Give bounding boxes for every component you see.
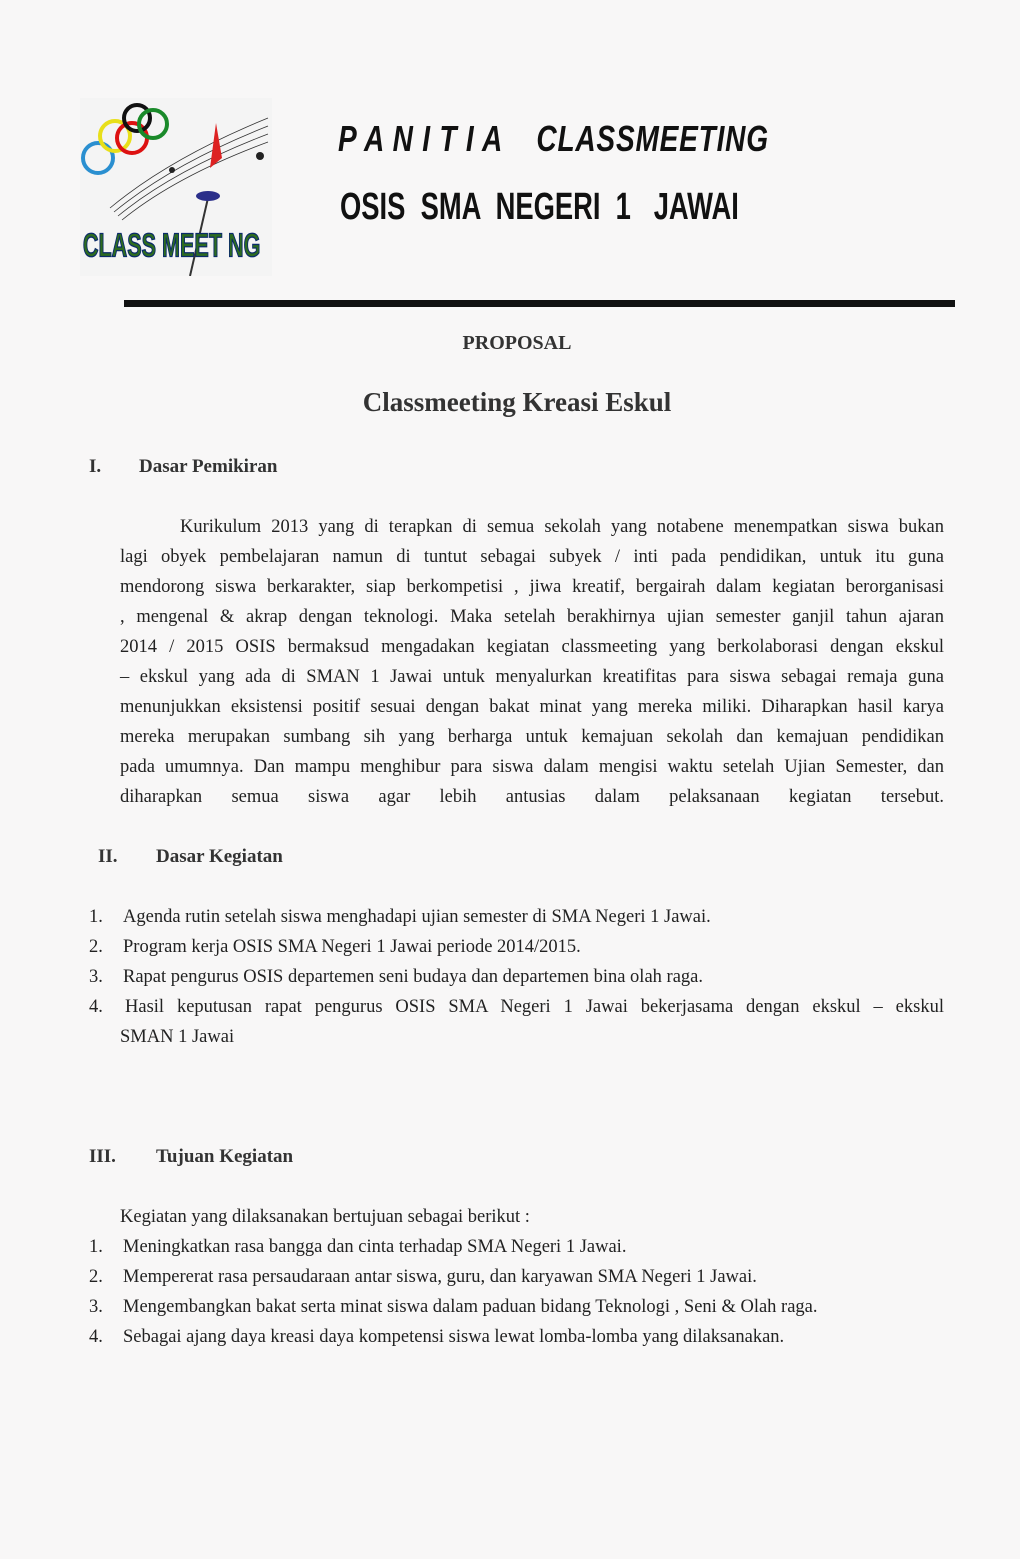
list-number: 2. — [89, 937, 103, 957]
list-item: Mengembangkan bakat serta minat siswa dalam paduan bidang Teknologi , Seni & Olah raga. — [123, 1297, 818, 1317]
list-item: Hasil keputusan rapat pengurus OSIS SMA Negeri 1 Jawai bekerjasama dengan ekskul – ekskul — [125, 997, 944, 1017]
list-number: 4. — [89, 1327, 103, 1347]
section-title: Dasar Kegiatan — [156, 846, 283, 867]
paragraph-line: diharapkan semua siswa agar lebih antusias dalam pelaksanaan kegiatan tersebut. — [120, 787, 944, 807]
list-item: Mempererat rasa persaudaraan antar siswa, guru, dan karyawan SMA Negeri 1 Jawai. — [123, 1267, 757, 1287]
list-number: 3. — [89, 1297, 103, 1317]
list-item: Agenda rutin setelah siswa menghadapi ujian semester di SMA Negeri 1 Jawai. — [123, 907, 711, 927]
list-item-continuation: SMAN 1 Jawai — [120, 1027, 235, 1047]
paragraph-line: Kurikulum 2013 yang di terapkan di semua sekolah yang notabene menempatkan siswa bukan — [180, 517, 944, 537]
list-number: 4. — [89, 997, 103, 1017]
class-meeting-logo — [80, 98, 272, 276]
paragraph-line: 2014 / 2015 OSIS bermaksud mengadakan kegiatan classmeeting yang berkolaborasi dengan ekskul — [120, 637, 944, 657]
header-divider — [124, 300, 955, 307]
paragraph-line: – ekskul yang ada di SMAN 1 Jawai untuk menyalurkan kreatifitas para siswa sebagai remaja guna — [120, 667, 944, 687]
section-title: Tujuan Kegiatan — [156, 1146, 294, 1167]
paragraph-line: lagi obyek pembelajaran namun di tuntut sebagai subyek / inti pada pendidikan, untuk itu guna — [120, 547, 944, 567]
list-number: 1. — [89, 907, 103, 927]
list-item: Sebagai ajang daya kreasi daya kompetensi siswa lewat lomba-lomba yang dilaksanakan. — [123, 1327, 785, 1347]
document-title: Classmeeting Kreasi Eskul — [362, 387, 672, 417]
paragraph-line: menunjukkan eksistensi positif sesuai dengan bakat minat yang mereka miliki. Diharapkan hasil karya — [120, 697, 944, 717]
organization-title: OSIS SMA NEGERI 1 JAWAI — [340, 186, 739, 228]
paragraph-line: , mengenal & akrap dengan teknologi. Maka setelah berakhirnya ujian semester ganjil tahun ajaran — [120, 607, 944, 627]
logo-lettering: CLASS MEET NG — [82, 226, 261, 264]
tujuan-intro: Kegiatan yang dilaksanakan bertujuan sebagai berikut : — [120, 1207, 530, 1227]
list-number: 1. — [89, 1237, 103, 1257]
list-item: Rapat pengurus OSIS departemen seni budaya dan departemen bina olah raga. — [123, 967, 703, 987]
section-title: Dasar Pemikiran — [139, 456, 278, 477]
list-item: Meningkatkan rasa bangga dan cinta terhadap SMA Negeri 1 Jawai. — [123, 1237, 627, 1257]
list-item: Program kerja OSIS SMA Negeri 1 Jawai periode 2014/2015. — [123, 937, 581, 957]
section-number: I. — [89, 456, 102, 477]
committee-title: P A N I T I A CLASSMEETING — [338, 118, 769, 159]
paragraph-line: mereka merupakan sumbang sih yang berharga untuk kemajuan sekolah dan kemajuan pendidikan — [120, 727, 944, 747]
list-number: 2. — [89, 1267, 103, 1287]
paragraph-line: pada umumnya. Dan mampu menghibur para siswa dalam mengisi waktu setelah Ujian Semester, dan — [120, 757, 944, 777]
section-number: III. — [89, 1146, 116, 1167]
paragraph-line: mendorong siswa berkarakter, siap berkompetisi , jiwa kreatif, bergairah dalam kegiatan berorganisasi — [120, 577, 944, 597]
list-number: 3. — [89, 967, 103, 987]
section-number: II. — [98, 846, 118, 867]
document-type: PROPOSAL — [462, 332, 572, 354]
